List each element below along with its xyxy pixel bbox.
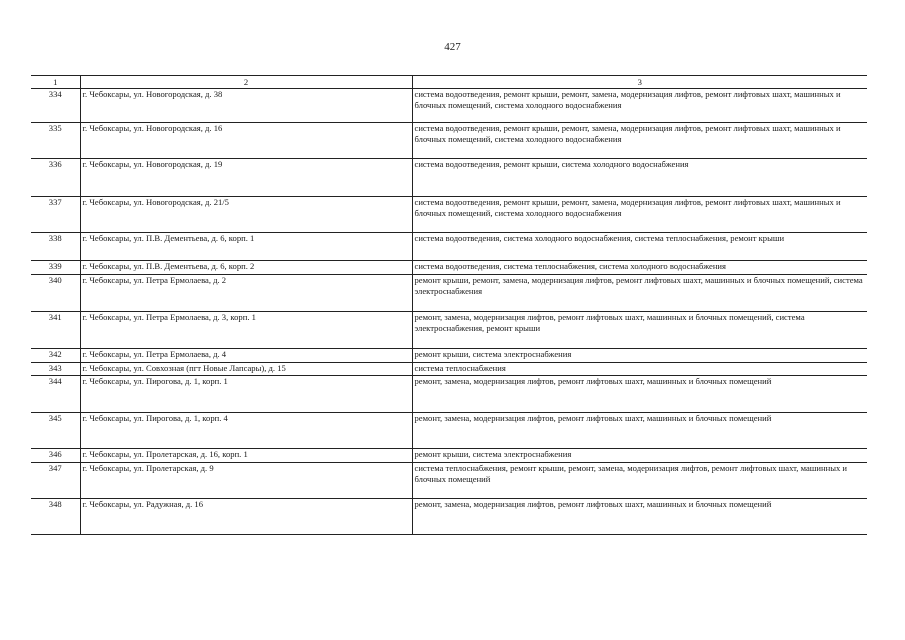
table-row bbox=[31, 349, 867, 363]
table-row bbox=[31, 275, 867, 312]
row-number: 347 bbox=[31, 463, 80, 499]
row-works: ремонт, замена, модернизация лифтов, ремонт лифтовых шахт, машинных и блочных помещений bbox=[412, 413, 867, 449]
table-row bbox=[31, 449, 867, 463]
row-address: г. Чебоксары, ул. Петра Ермолаева, д. 3, корп. 1 bbox=[80, 312, 412, 349]
table-row bbox=[31, 89, 867, 123]
table-row bbox=[31, 499, 867, 535]
row-works: система водоотведения, система теплоснабжения, система холодного водоснабжения bbox=[412, 261, 867, 275]
row-works: система теплоснабжения, ремонт крыши, ремонт, замена, модернизация лифтов, ремонт лифтовых шахт, машинных и блочных помещений bbox=[412, 463, 867, 499]
column-header-1: 1 bbox=[31, 76, 80, 89]
row-address: г. Чебоксары, ул. Новогородская, д. 16 bbox=[80, 123, 412, 159]
row-works: ремонт, замена, модернизация лифтов, ремонт лифтовых шахт, машинных и блочных помещений bbox=[412, 499, 867, 535]
row-address: г. Чебоксары, ул. П.В. Дементьева, д. 6, корп. 2 bbox=[80, 261, 412, 275]
row-number: 337 bbox=[31, 197, 80, 233]
row-works: ремонт крыши, ремонт, замена, модернизация лифтов, ремонт лифтовых шахт, машинных и блочных помещений, система электроснабжения bbox=[412, 275, 867, 312]
row-address: г. Чебоксары, ул. Пролетарская, д. 9 bbox=[80, 463, 412, 499]
row-address: г. Чебоксары, ул. Новогородская, д. 21/5 bbox=[80, 197, 412, 233]
row-number: 344 bbox=[31, 376, 80, 413]
page-number: 427 bbox=[444, 41, 461, 53]
row-works: система водоотведения, ремонт крыши, ремонт, замена, модернизация лифтов, ремонт лифтовых шахт, машинных и блочных помещений, система холодного водоснабжения bbox=[412, 123, 867, 159]
row-address: г. Чебоксары, ул. Петра Ермолаева, д. 2 bbox=[80, 275, 412, 312]
row-works: ремонт, замена, модернизация лифтов, ремонт лифтовых шахт, машинных и блочных помещений bbox=[412, 376, 867, 413]
row-works: ремонт, замена, модернизация лифтов, ремонт лифтовых шахт, машинных и блочных помещений, система электроснабжения, ремонт крыши bbox=[412, 312, 867, 349]
row-address: г. Чебоксары, ул. Пролетарская, д. 16, корп. 1 bbox=[80, 449, 412, 463]
row-address: г. Чебоксары, ул. Пирогова, д. 1, корп. 1 bbox=[80, 376, 412, 413]
table-row bbox=[31, 312, 867, 349]
table-row bbox=[31, 261, 867, 275]
row-number: 345 bbox=[31, 413, 80, 449]
row-number: 336 bbox=[31, 159, 80, 197]
row-number: 341 bbox=[31, 312, 80, 349]
row-works: система теплоснабжения bbox=[412, 363, 867, 376]
table-header-row bbox=[31, 76, 867, 89]
row-number: 338 bbox=[31, 233, 80, 261]
table-row bbox=[31, 463, 867, 499]
table-row bbox=[31, 159, 867, 197]
row-address: г. Чебоксары, ул. Радужная, д. 16 bbox=[80, 499, 412, 535]
row-works: система водоотведения, система холодного водоснабжения, система теплоснабжения, ремонт крыши bbox=[412, 233, 867, 261]
row-address: г. Чебоксары, ул. Новогородская, д. 19 bbox=[80, 159, 412, 197]
row-works: система водоотведения, ремонт крыши, система холодного водоснабжения bbox=[412, 159, 867, 197]
table-row bbox=[31, 197, 867, 233]
row-number: 342 bbox=[31, 349, 80, 363]
table-row bbox=[31, 123, 867, 159]
row-works: система водоотведения, ремонт крыши, ремонт, замена, модернизация лифтов, ремонт лифтовых шахт, машинных и блочных помещений, система холодного водоснабжения bbox=[412, 197, 867, 233]
row-address: г. Чебоксары, ул. Новогородская, д. 38 bbox=[80, 89, 412, 123]
row-number: 335 bbox=[31, 123, 80, 159]
table-row bbox=[31, 376, 867, 413]
row-address: г. Чебоксары, ул. Петра Ермолаева, д. 4 bbox=[80, 349, 412, 363]
row-address: г. Чебоксары, ул. Пирогова, д. 1, корп. 4 bbox=[80, 413, 412, 449]
table-row bbox=[31, 413, 867, 449]
column-header-3: 3 bbox=[412, 76, 867, 89]
column-header-2: 2 bbox=[80, 76, 412, 89]
table-row bbox=[31, 363, 867, 376]
row-number: 340 bbox=[31, 275, 80, 312]
row-number: 339 bbox=[31, 261, 80, 275]
document-table bbox=[31, 75, 867, 535]
row-number: 343 bbox=[31, 363, 80, 376]
row-works: ремонт крыши, система электроснабжения bbox=[412, 449, 867, 463]
row-works: ремонт крыши, система электроснабжения bbox=[412, 349, 867, 363]
row-number: 334 bbox=[31, 89, 80, 123]
row-works: система водоотведения, ремонт крыши, ремонт, замена, модернизация лифтов, ремонт лифтовых шахт, машинных и блочных помещений, система холодного водоснабжения bbox=[412, 89, 867, 123]
row-number: 348 bbox=[31, 499, 80, 535]
table-row bbox=[31, 233, 867, 261]
row-number: 346 bbox=[31, 449, 80, 463]
row-address: г. Чебоксары, ул. П.В. Дементьева, д. 6, корп. 1 bbox=[80, 233, 412, 261]
row-address: г. Чебоксары, ул. Совхозная (пгт Новые Лапсары), д. 15 bbox=[80, 363, 412, 376]
